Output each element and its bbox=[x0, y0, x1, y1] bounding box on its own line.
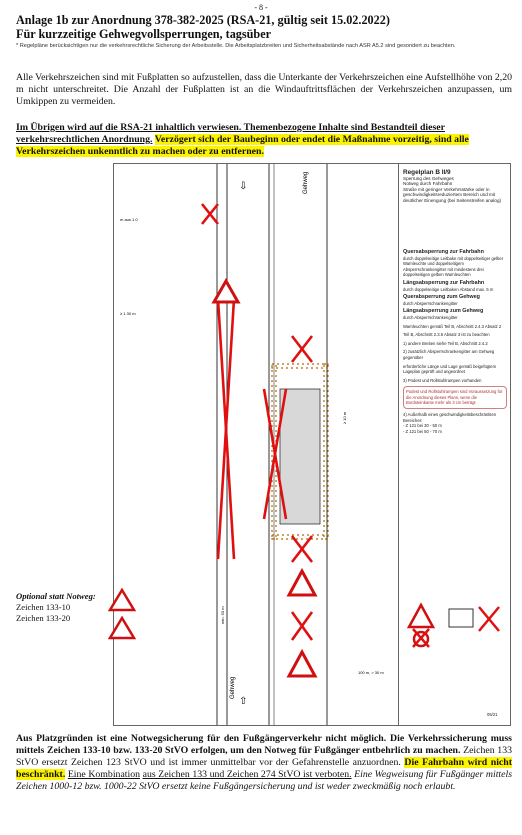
optional-signs bbox=[108, 588, 138, 648]
legend-8-text: 2) zusätzlich Absperrschrankengitter am Gehweg gegenüber bbox=[403, 349, 495, 360]
dimension-label-5: 100 m, > 30 m bbox=[358, 670, 384, 675]
pedestrian-sign-133-20-icon bbox=[110, 618, 134, 638]
removal-instruction: Verzögert sich der Baubeginn oder endet die Maßnahme vorzeitig, sind alle Verkehrszeichen unkenntlich zu machen oder zu entfernen. bbox=[16, 133, 469, 157]
dimension-label-3: ≥ 10 m bbox=[342, 411, 347, 424]
dimension-label-4: min. 50 m bbox=[220, 606, 225, 624]
optional-line-1: Zeichen 133-10 bbox=[16, 602, 71, 612]
page-subtitle: Für kurzzeitige Gehwegvollsperrungen, tagsüber bbox=[16, 27, 272, 41]
legend-3-title: Querabsperrung zum Gehweg bbox=[403, 294, 480, 301]
outro-road-note: Die Fahrbahn wird nicht beschränkt. bbox=[16, 756, 512, 780]
legend-3-text: durch Absperrschrankengitter bbox=[403, 300, 458, 306]
pedestrian-sign-133-10-icon bbox=[110, 590, 134, 610]
outro-combination-1: Eine Kombination bbox=[67, 768, 141, 780]
outro-statement: Aus Platzgründen ist eine Notwegsicherung für den Fußgängerverkehr nicht möglich. Die Verkehrssicherung muss mittels Zeichen 133-10 bzw. 133-20 StVO erfolgen, um den Notweg für Fußgänger entbehrlich zu machen. bbox=[16, 733, 512, 756]
legend-7-text: 1) andere Breiten siehe Teil B, Abschnitt 2.4.2 bbox=[403, 340, 488, 346]
plan-title: Regelplan B II/9 bbox=[403, 169, 451, 176]
legend-2-title: Längsabsperrung zur Fahrbahn bbox=[403, 279, 485, 286]
optional-line-2: Zeichen 133-20 bbox=[16, 613, 71, 623]
legend-13-text: - Z 121 bei 50 - 70 m bbox=[403, 428, 442, 434]
warning-sign-icon bbox=[409, 605, 433, 627]
intro-paragraph-2 bbox=[16, 122, 512, 157]
optional-signs-note bbox=[16, 591, 96, 624]
legend-note-box: Podest und Rollstuhlrampen sind Voraussetzung für die Anordnung dieses Plans, wenn die Bordsteinkante mehr als 3 cm beträgt bbox=[403, 386, 507, 409]
legend-9-text: erforderliche Länge und Lage gemäß beigefügtem Lageplan geprüft und angeordnet bbox=[403, 363, 497, 375]
dimension-label-2: ≥ 1.30 m bbox=[120, 311, 136, 316]
arrow-down-icon: ⇧ bbox=[239, 696, 248, 707]
pedestrian-warning-sign-icon bbox=[289, 571, 315, 595]
arrow-up-icon: ⇩ bbox=[239, 181, 248, 192]
detour-sign-icon bbox=[449, 609, 473, 627]
legend-5-text: Warnleuchten gemäß Teil B, Abschnitt 2.4.3 Absatz 2 bbox=[403, 323, 502, 329]
page-title: Anlage 1b zur Anordnung 378-382-2025 (RSA-21, gültig seit 15.02.2022) bbox=[16, 13, 390, 27]
page-number: - 8 - bbox=[254, 3, 268, 12]
legend-panel bbox=[398, 164, 511, 725]
outro-paragraph bbox=[16, 733, 512, 793]
plan-desc-2: Notweg durch Fahrbahn bbox=[403, 181, 453, 187]
legend-signs bbox=[399, 599, 511, 669]
give-way-sign-icon bbox=[214, 281, 238, 302]
outro-wayfinding-note: Eine Wegweisung für Fußgänger mittels Zeichen 1000-12 bzw. 1000-22 StVO ersetzt keine Fußgängersicherung und ist weder zweckmäßig noch erlaubt. bbox=[16, 768, 513, 792]
plan-number: 05/21 bbox=[487, 712, 498, 717]
reference-statement: Im Übrigen wird auf die RSA-21 inhaltlich verwiesen. Themenbezogene Inhalte sind Bestandteil dieser verkehrsrechtlichen Anordnung. bbox=[16, 122, 445, 145]
intro-paragraph-1: Alle Verkehrszeichen sind mit Fußplatten so aufzustellen, dass die Unterkante der Verkehrszeichen eine Aufstellhöhe von 2,20 m nicht unterschreitet. Die Anzahl der Fußplatten ist an die Windauftrittsflächen der Verkehrszeichen anzupassen, um Umkippen zu vermeiden. bbox=[16, 72, 512, 107]
optional-heading: Optional statt Notweg: bbox=[16, 591, 96, 601]
legend-10-text: 3) Podest und Rollstuhlrampen vorhanden bbox=[403, 377, 482, 383]
footnote: * Regelpläne berücksichtigen nur die verkehrsrechtliche Sicherung der Arbeitsstelle. Die Arbeitsplatzbreiten und Sicherheitsabstände nach ASR A5.2 sind gesondert zu beachten. bbox=[16, 43, 456, 49]
road-label-bottom: Gehweg bbox=[230, 676, 236, 699]
dimension-label-1: m aus 1.0 bbox=[120, 217, 138, 222]
legend-1-text: durch doppelseitige Leitbake mit doppelseitiger gelber Warnleuchte und doppelseitigem Absperrschrankengitter mit mindestens drei doppelseitigen gelben Warnleuchten bbox=[403, 255, 504, 278]
legend-11-text: 4) Außerhalb eines geschwindigkeitsbeschränkten Bereiches bbox=[403, 412, 497, 423]
legend-1-title: Quersabsperrung zur Fahrbahn bbox=[403, 249, 484, 255]
road-label-top: Gehweg bbox=[303, 171, 309, 194]
outro-combination-2: aus Zeichen 133 und Zeichen 274 StVO ist verboten. bbox=[142, 768, 352, 780]
work-area bbox=[280, 389, 320, 524]
legend-12-text: - Z 121 bei 30 - 50 m bbox=[403, 423, 442, 429]
outro-sign-note: Zeichen 133 StVO ersetzt Zeichen 123 StVO und ist immer unmittelbar vor der Gefahrenstelle anzuordnen. bbox=[16, 744, 512, 768]
roadworks-sign-icon bbox=[289, 652, 315, 676]
legend-6-text: Teil B, Abschnitt 2.3.6 Absatz 3 ist zu beachten bbox=[403, 332, 490, 338]
plan-desc-3: Straße mit geringer Verkehrsstärke oder in geschwindigkeitsreduziertem Bereich und mit deutlicher Einengung (bei Seitenstreifen analog) bbox=[403, 186, 502, 203]
plan-desc-1: Sperrung des Gehweges bbox=[403, 175, 454, 181]
legend-2-text: durch doppelseitige Leitbaken Abstand max. 5 m bbox=[403, 286, 494, 292]
regelplan-diagram bbox=[113, 163, 511, 726]
legend-4-text: durch Absperrschrankengitter bbox=[403, 314, 458, 320]
site-plan-drawing bbox=[114, 164, 398, 725]
legend-4-title: Längsabsperrung zum Gehweg bbox=[403, 308, 484, 315]
